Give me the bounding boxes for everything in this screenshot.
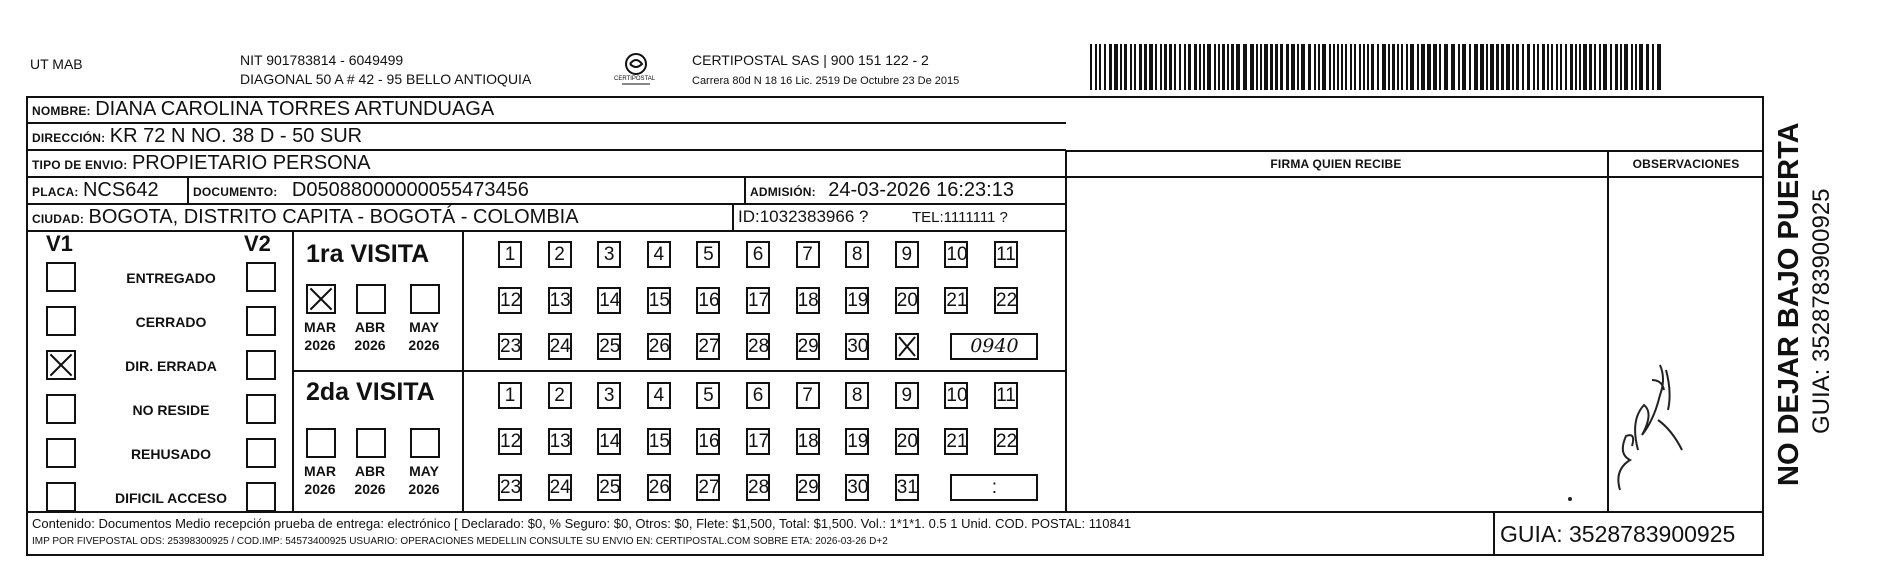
second-day-box[interactable]: 1 bbox=[498, 382, 522, 409]
second-day-box[interactable]: 25 bbox=[597, 474, 621, 501]
nit: NIT 901783814 - 6049499 bbox=[240, 52, 404, 68]
v1-label: V1 bbox=[46, 231, 73, 256]
v2-label: V2 bbox=[244, 231, 271, 256]
barcode bbox=[1090, 44, 1665, 90]
logo-text: CERTIPOSTAL bbox=[614, 76, 656, 82]
first-day-box[interactable]: 1 bbox=[498, 241, 522, 268]
first-day-box[interactable]: 23 bbox=[498, 333, 522, 360]
v2-checkbox[interactable] bbox=[246, 262, 276, 292]
certipostal-logo bbox=[616, 52, 656, 88]
placa-label: PLACA: bbox=[32, 185, 79, 199]
first-day-box[interactable]: 18 bbox=[796, 287, 820, 314]
ciudad-row bbox=[32, 206, 579, 229]
sender-address: DIAGONAL 50 A # 42 - 95 BELLO ANTIOQUIA bbox=[240, 71, 532, 87]
first-day-box[interactable]: 3 bbox=[597, 241, 621, 268]
second-day-box[interactable]: 4 bbox=[647, 382, 671, 409]
first-day-box[interactable]: 11 bbox=[994, 241, 1018, 268]
tipo-label: TIPO DE ENVIO: bbox=[32, 158, 128, 172]
second-day-box[interactable]: 14 bbox=[597, 428, 621, 455]
second-month-label: MAR bbox=[304, 463, 336, 479]
second-day-box[interactable]: 20 bbox=[895, 428, 919, 455]
first-day-box[interactable]: 24 bbox=[548, 333, 572, 360]
status-label: REHUSADO bbox=[130, 446, 212, 462]
v1-checkbox[interactable] bbox=[46, 350, 76, 380]
ink-dot bbox=[1568, 497, 1572, 501]
status-label: NO RESIDE bbox=[132, 402, 210, 418]
ciudad-value: BOGOTA, DISTRITO CAPITA - BOGOTÁ - COLOMBIA bbox=[88, 206, 579, 228]
second-day-box[interactable]: 15 bbox=[647, 428, 671, 455]
second-month-label: ABR bbox=[354, 463, 386, 479]
footer-impresion: IMP POR FIVEPOSTAL ODS: 25398300925 / COD.IMP: 54573400925 USUARIO: OPERACIONES MEDELLIN CONSULTE SU ENVIO EN: CERTIPOSTAL.COM SOBRE ETA: 2026-03-26 D+2 bbox=[32, 536, 888, 547]
tipo-row bbox=[32, 152, 371, 175]
nombre-label: NOMBRE: bbox=[32, 104, 91, 118]
footer-contenido: Contenido: Documentos Medio recepción prueba de entrega: electrónico [ Declarado: $0, % Seguro: $0, Otros: $0, Flete: $1,500, Total: $1,500. Vol.: 1*1*1. 0.5 1 Unid. COD. POSTAL: 110841 bbox=[32, 516, 1132, 531]
first-day-box[interactable]: 15 bbox=[647, 287, 671, 314]
company-license: Carrera 80d N 18 16 Lic. 2519 De Octubre 23 De 2015 bbox=[692, 75, 960, 87]
first-day-box[interactable]: 17 bbox=[746, 287, 770, 314]
first-day-box[interactable]: 8 bbox=[845, 241, 869, 268]
status-label: CERRADO bbox=[135, 314, 207, 330]
direccion-value: KR 72 N NO. 38 D - 50 SUR bbox=[109, 125, 363, 147]
first-year-label: 2026 bbox=[304, 337, 336, 353]
second-day-box[interactable]: 2 bbox=[548, 382, 572, 409]
first-month-label: MAY bbox=[409, 319, 439, 335]
second-day-box[interactable]: 12 bbox=[498, 428, 522, 455]
first-day-box[interactable]: 5 bbox=[696, 241, 720, 268]
first-day-box[interactable]: 20 bbox=[895, 287, 919, 314]
ciudad-label: CIUDAD: bbox=[32, 212, 85, 226]
first-day-box[interactable]: 12 bbox=[498, 287, 522, 314]
first-day-box[interactable]: 10 bbox=[944, 241, 968, 268]
second-time-box[interactable]: : bbox=[950, 474, 1038, 501]
first-day-box[interactable]: 21 bbox=[944, 287, 968, 314]
v2-checkbox[interactable] bbox=[246, 306, 276, 336]
first-day-box[interactable]: 30 bbox=[845, 333, 869, 360]
first-day-box[interactable]: 13 bbox=[548, 287, 572, 314]
second-month-checkbox[interactable] bbox=[306, 428, 336, 458]
second-day-box[interactable]: 6 bbox=[746, 382, 770, 409]
first-year-label: 2026 bbox=[408, 337, 440, 353]
tipo-value: PROPIETARIO PERSONA bbox=[131, 152, 371, 174]
second-day-box[interactable]: 3 bbox=[597, 382, 621, 409]
status-label: ENTREGADO bbox=[126, 270, 216, 286]
second-day-box[interactable]: 23 bbox=[498, 474, 522, 501]
admision-value: 24-03-2026 16:23:13 bbox=[828, 179, 1014, 201]
second-month-checkbox[interactable] bbox=[356, 428, 386, 458]
second-day-box[interactable]: 19 bbox=[845, 428, 869, 455]
second-year-label: 2026 bbox=[304, 481, 336, 497]
v2-checkbox[interactable] bbox=[246, 438, 276, 468]
first-time-box[interactable]: 0940 bbox=[950, 333, 1038, 360]
first-month-checkbox[interactable] bbox=[356, 284, 386, 314]
second-day-box[interactable]: 17 bbox=[746, 428, 770, 455]
second-day-box[interactable]: 24 bbox=[548, 474, 572, 501]
v1-checkbox[interactable] bbox=[46, 438, 76, 468]
side-guia: GUIA: 3528783900925 bbox=[1808, 188, 1835, 434]
second-day-box[interactable]: 5 bbox=[696, 382, 720, 409]
firma-header: FIRMA QUIEN RECIBE bbox=[1270, 157, 1402, 171]
second-year-label: 2026 bbox=[354, 481, 386, 497]
signature-scribble bbox=[1600, 320, 1690, 495]
v1-checkbox[interactable] bbox=[46, 306, 76, 336]
observaciones-header: OBSERVACIONES bbox=[1632, 157, 1740, 171]
second-month-label: MAY bbox=[409, 463, 439, 479]
second-day-box[interactable]: 26 bbox=[647, 474, 671, 501]
first-day-box[interactable]: 2 bbox=[548, 241, 572, 268]
documento-row bbox=[193, 179, 529, 202]
second-day-box[interactable]: 8 bbox=[845, 382, 869, 409]
second-day-box[interactable]: 30 bbox=[845, 474, 869, 501]
second-day-box[interactable]: 16 bbox=[696, 428, 720, 455]
admision-label: ADMISIÓN: bbox=[750, 185, 816, 199]
first-month-checkbox[interactable] bbox=[410, 284, 440, 314]
first-day-box[interactable]: 9 bbox=[895, 241, 919, 268]
logo-icon bbox=[616, 52, 656, 88]
first-year-label: 2026 bbox=[354, 337, 386, 353]
documento-label: DOCUMENTO: bbox=[193, 185, 278, 199]
v1-checkbox[interactable] bbox=[46, 262, 76, 292]
second-day-box[interactable]: 11 bbox=[994, 382, 1018, 409]
nombre-row bbox=[32, 98, 494, 121]
documento-value: D05088000000055473456 bbox=[291, 179, 529, 201]
first-day-box[interactable]: 7 bbox=[796, 241, 820, 268]
first-day-box[interactable]: 4 bbox=[647, 241, 671, 268]
first-day-box[interactable]: 25 bbox=[597, 333, 621, 360]
second-year-label: 2026 bbox=[408, 481, 440, 497]
first-day-box[interactable]: 29 bbox=[796, 333, 820, 360]
first-month-label: ABR bbox=[354, 319, 386, 335]
tel-text: TEL:1111111 ? bbox=[912, 209, 1008, 226]
first-month-checkbox[interactable] bbox=[306, 284, 336, 314]
second-visit-title: 2da VISITA bbox=[306, 378, 435, 406]
second-day-box[interactable]: 10 bbox=[944, 382, 968, 409]
second-month-checkbox[interactable] bbox=[410, 428, 440, 458]
first-day-box[interactable]: 14 bbox=[597, 287, 621, 314]
first-visit-title: 1ra VISITA bbox=[306, 240, 430, 268]
placa-value: NCS642 bbox=[82, 179, 159, 201]
second-day-box[interactable]: 9 bbox=[895, 382, 919, 409]
second-day-box[interactable]: 28 bbox=[746, 474, 770, 501]
second-day-box[interactable]: 13 bbox=[548, 428, 572, 455]
v1-checkbox[interactable] bbox=[46, 482, 76, 512]
handwritten-x-mark bbox=[897, 335, 917, 358]
first-day-box[interactable]: 22 bbox=[994, 287, 1018, 314]
second-day-box-31[interactable]: 31 bbox=[895, 474, 919, 501]
ut-code: UT MAB bbox=[30, 56, 83, 72]
admision-row bbox=[750, 179, 1014, 202]
direccion-label: DIRECCIÓN: bbox=[32, 131, 106, 145]
second-day-box[interactable]: 18 bbox=[796, 428, 820, 455]
v2-checkbox[interactable] bbox=[246, 350, 276, 380]
status-label: DIR. ERRADA bbox=[125, 358, 217, 374]
v2-checkbox[interactable] bbox=[246, 482, 276, 512]
nombre-value: DIANA CAROLINA TORRES ARTUNDUAGA bbox=[95, 98, 495, 120]
first-day-box[interactable]: 19 bbox=[845, 287, 869, 314]
first-day-box-31[interactable] bbox=[895, 333, 919, 360]
second-day-box[interactable]: 22 bbox=[994, 428, 1018, 455]
id-text: ID:1032383966 ? bbox=[738, 207, 869, 226]
status-label: DIFICIL ACCESO bbox=[114, 490, 227, 506]
second-day-box[interactable]: 7 bbox=[796, 382, 820, 409]
second-day-box[interactable]: 29 bbox=[796, 474, 820, 501]
placa-row bbox=[32, 179, 159, 202]
first-day-box[interactable]: 6 bbox=[746, 241, 770, 268]
first-day-box[interactable]: 28 bbox=[746, 333, 770, 360]
first-month-label: MAR bbox=[304, 319, 336, 335]
v1-checkbox[interactable] bbox=[46, 394, 76, 424]
first-day-box[interactable]: 27 bbox=[696, 333, 720, 360]
second-day-box[interactable]: 27 bbox=[696, 474, 720, 501]
no-dejar-notice: NO DEJAR BAJO PUERTA bbox=[1773, 122, 1805, 486]
footer-guia: GUIA: 3528783900925 bbox=[1500, 521, 1736, 547]
first-day-box[interactable]: 16 bbox=[696, 287, 720, 314]
company-name: CERTIPOSTAL SAS | 900 151 122 - 2 bbox=[692, 52, 929, 68]
direccion-row bbox=[32, 125, 362, 148]
v2-checkbox[interactable] bbox=[246, 394, 276, 424]
first-day-box[interactable]: 26 bbox=[647, 333, 671, 360]
second-day-box[interactable]: 21 bbox=[944, 428, 968, 455]
